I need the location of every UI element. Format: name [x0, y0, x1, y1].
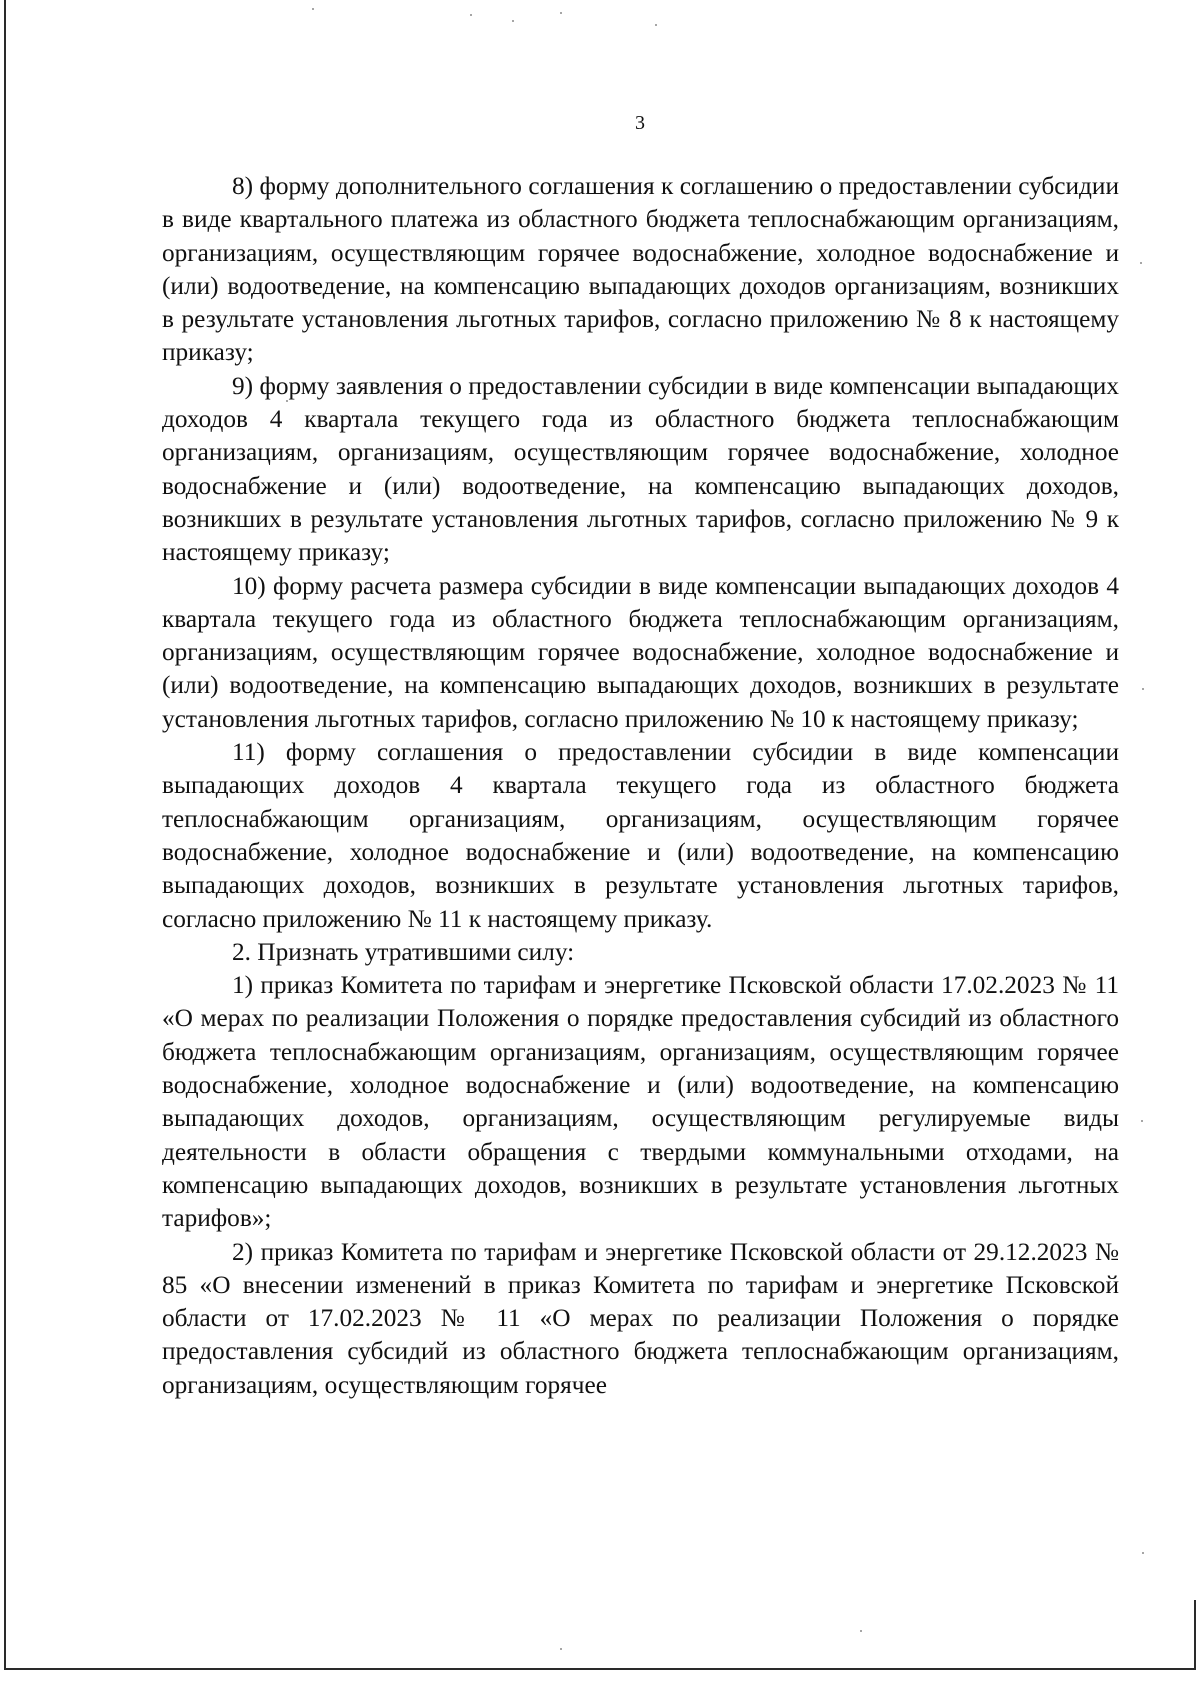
scan-speck [860, 1630, 862, 1632]
paragraph-repealed-order-1: 1) приказ Комитета по тарифам и энергетике Псковской области 17.02.2023 № 11 «О мерах по реализации Положения о порядке предоставления субсидий из областного бюджета теплоснабжающим организациям, организациям, осуществляющим горячее водоснабжение, холодное водоснабжение и (или) водоотведение, на компенсацию выпадающих доходов, организациям, осуществляющим регулируемые виды деятельности в области обращения с твердыми коммунальными отходами, на компенсацию выпадающих доходов, возникших в результате установления льготных тарифов»; [162, 971, 1119, 1233]
scan-speck [512, 20, 514, 22]
scan-border-left [4, 0, 6, 1668]
paragraph-item-10: 10) форму расчета размера субсидии в виде компенсации выпадающих доходов 4 квартала текущего года из областного бюджета теплоснабжающим организациям, организациям, осуществляющим горячее водоснабжение, холодное водоснабжение и (или) водоотведение, на компенсацию выпадающих доходов, возникших в результате установления льготных тарифов, согласно приложению № 10 к настоящему приказу; [162, 571, 1119, 733]
scan-speck [655, 24, 657, 26]
paragraph-item-9: 9) форму заявления о предоставлении субсидии в виде компенсации выпадающих доходов 4 квартала текущего года из областного бюджета теплоснабжающим организациям, организациям, осуществляющим горячее водоснабжение, холодное водоснабжение и (или) водоотведение, на компенсацию выпадающих доходов, возникших в результате установления льготных тарифов, согласно приложению № 9 к настоящему приказу; [162, 371, 1119, 567]
scan-speck [560, 1648, 562, 1650]
scan-speck [1141, 1120, 1143, 1122]
paragraph-section-2: 2. Признать утратившими силу: [232, 937, 575, 966]
scan-border-bottom [4, 1668, 1196, 1670]
paragraph-repealed-order-2: 2) приказ Комитета по тарифам и энергетике Псковской области от 29.12.2023 № 85 «О внесении изменений в приказ Комитета по тарифам и энергетике Псковской области от 17.02.2023 № 11 «О мерах по реализации Положения о порядке предоставления субсидий из областного бюджета теплоснабжающим организациям, организациям, осуществляющим горячее [162, 1237, 1119, 1399]
scan-speck [1140, 262, 1142, 264]
scan-border-right [1194, 1600, 1196, 1670]
page-number: 3 [635, 112, 645, 134]
paragraph-item-11: 11) форму соглашения о предоставлении субсидии в виде компенсации выпадающих доходов 4 квартала текущего года из областного бюджета теплоснабжающим организациям, организациям, осуществляющим горячее водоснабжение, холодное водоснабжение и (или) водоотведение, на компенсацию выпадающих доходов, возникших в результате установления льготных тарифов, согласно приложению № 11 к настоящему приказу. [162, 738, 1119, 933]
scan-speck [312, 8, 314, 10]
scan-speck [560, 12, 562, 14]
scan-speck [1142, 1552, 1144, 1554]
document-body [162, 170, 1119, 1402]
scan-speck [470, 14, 472, 16]
paragraph-item-8: 8) форму дополнительного соглашения к соглашению о предоставлении субсидии в виде квартального платежа из областного бюджета теплоснабжающим организациям, организациям, осуществляющим горячее водоснабжение, холодное водоснабжение и (или) водоотведение, на компенсацию выпадающих доходов организациям, возникших в результате установления льготных тарифов, согласно приложению № 8 к настоящему приказу; [162, 172, 1119, 367]
scan-speck [1142, 688, 1144, 690]
